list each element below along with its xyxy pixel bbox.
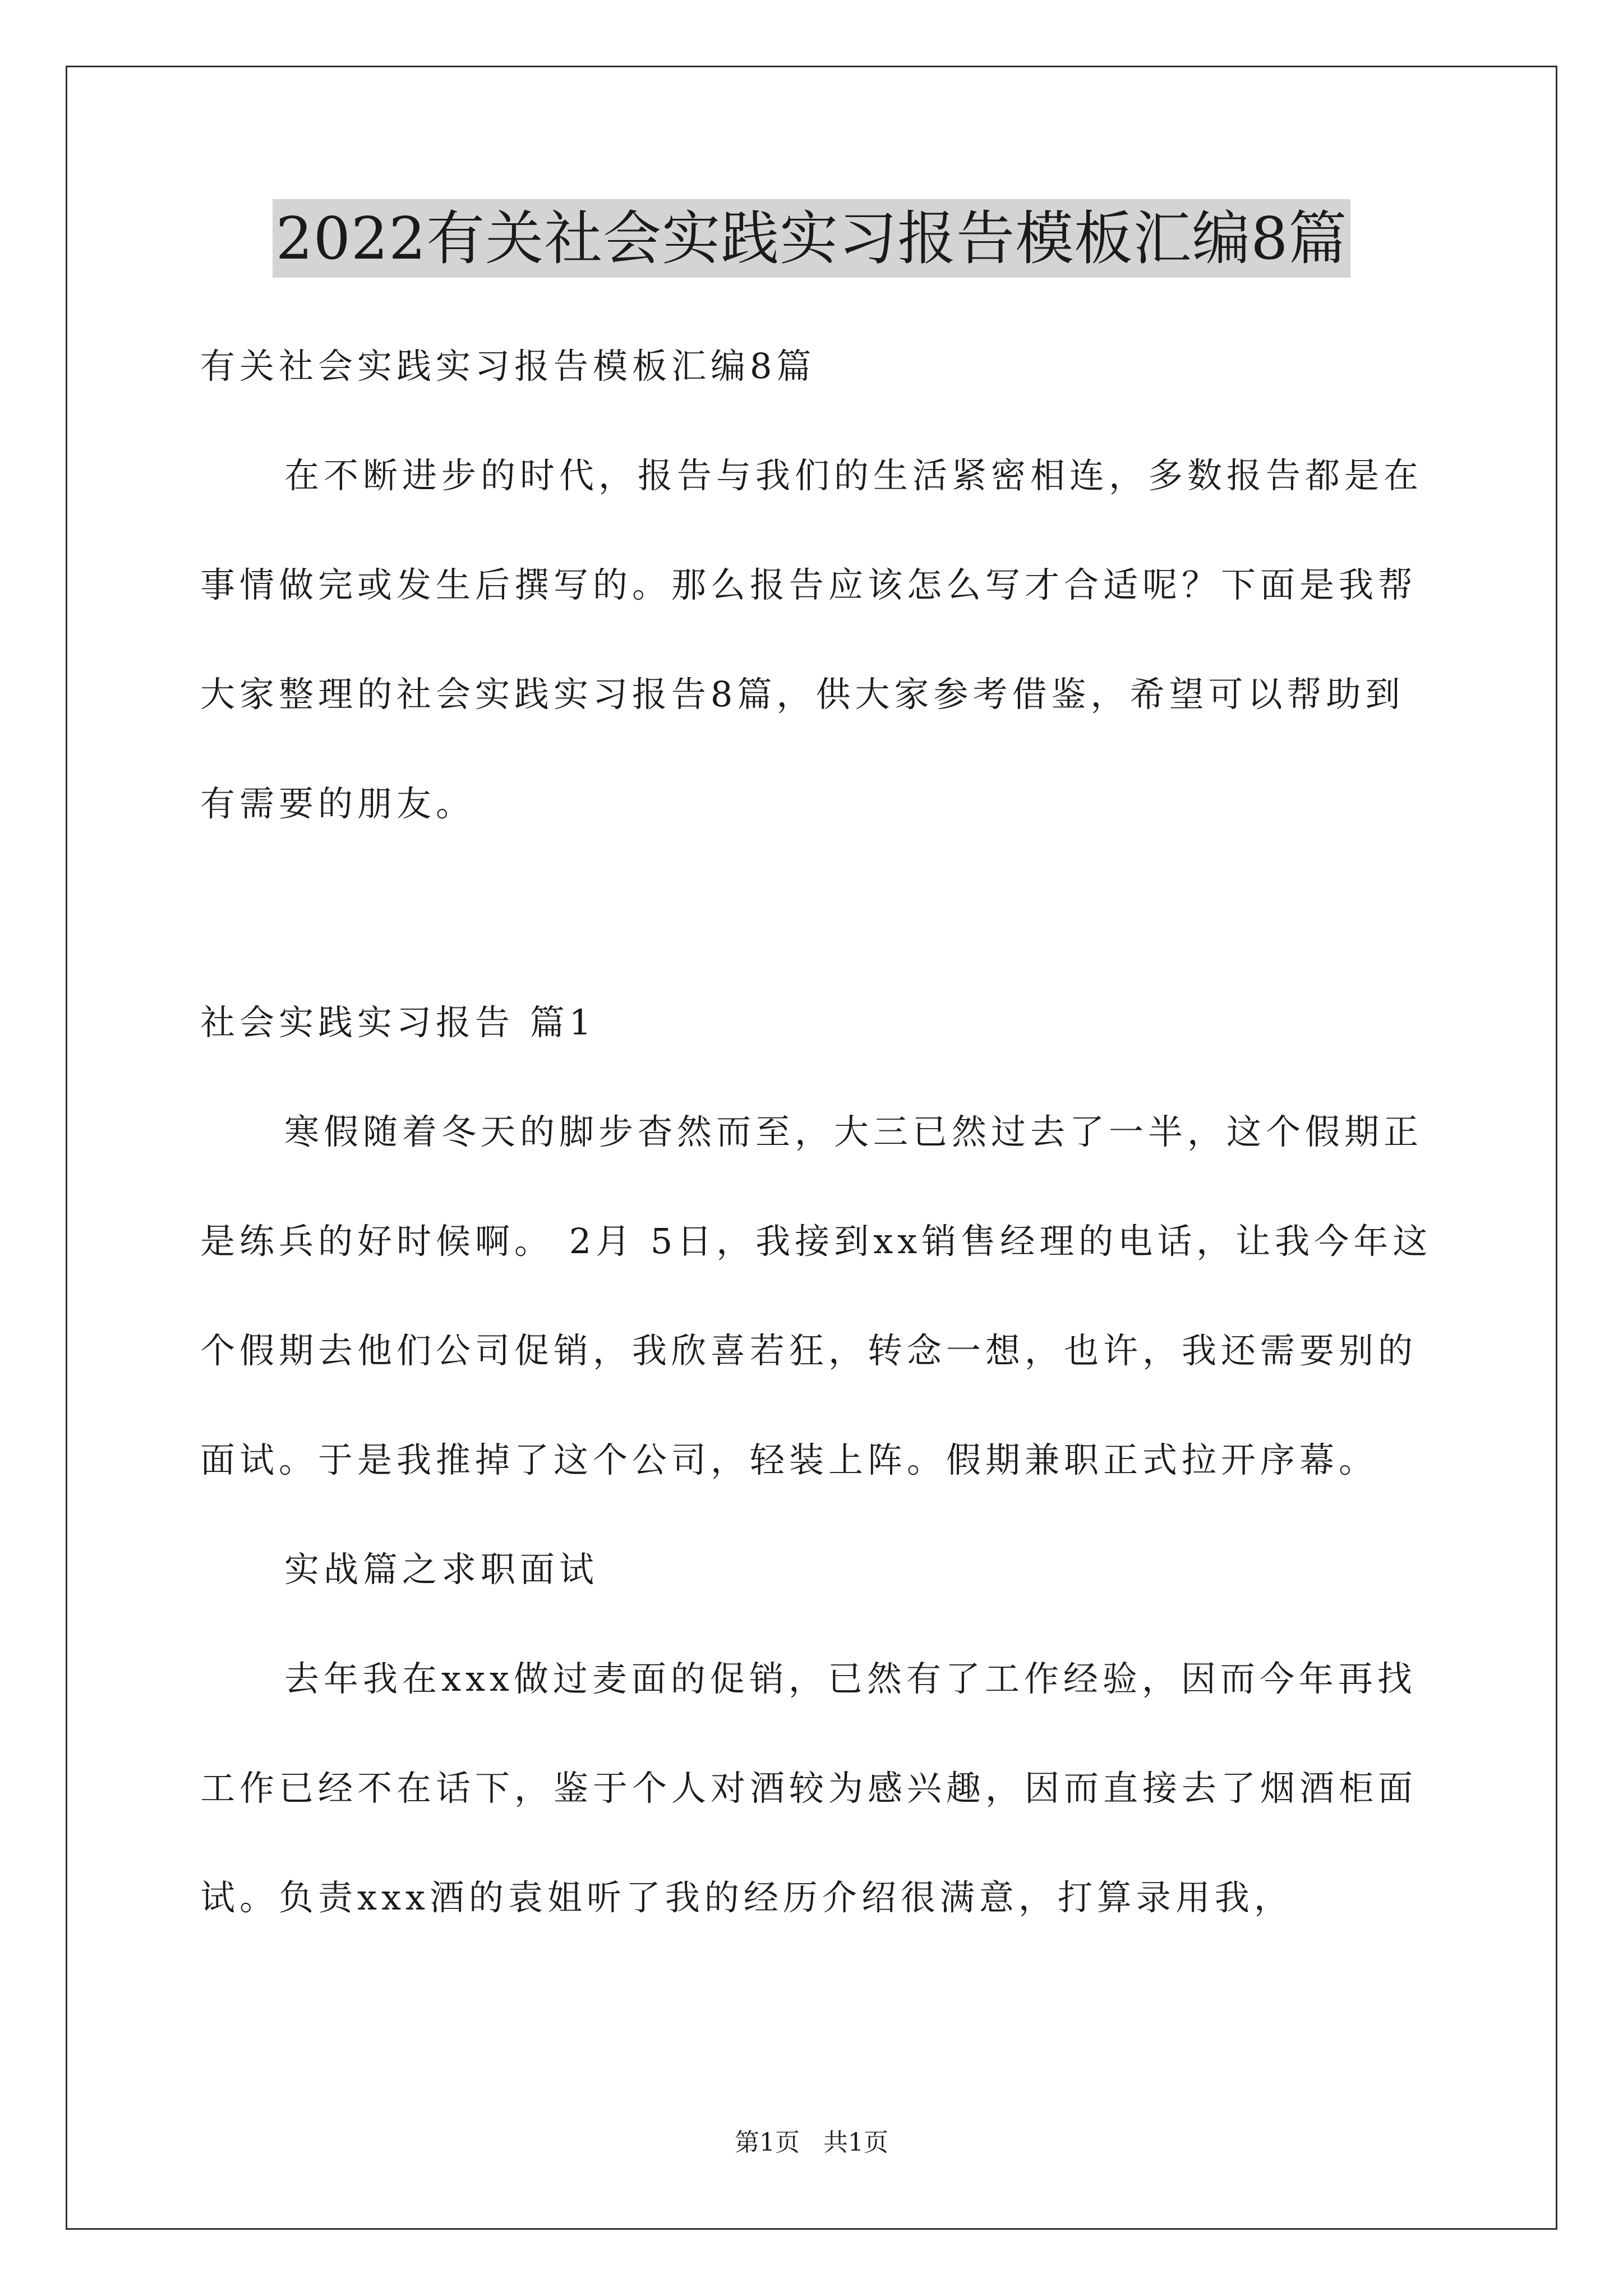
page-footer — [0, 2126, 1623, 2160]
intro-paragraph: 在不断进步的时代，报告与我们的生活紧密相连，多数报告都是在事情做完或发生后撰写的。那么报告应该怎么写才合适呢？下面是我帮大家整理的社会实践实习报告8篇，供大家参考借鉴，希望可以帮助到有需要的朋友。 — [200, 455, 1423, 824]
title-block — [0, 199, 1623, 278]
document-body — [200, 311, 1434, 1952]
page-total: 共1页 — [823, 2128, 888, 2157]
body-paragraph: 去年我在xxx做过麦面的促销，已然有了工作经验，因而今年再找工作已经不在话下，鉴于个人对酒较为感兴趣，因而直接去了烟酒柜面试。负责xxx酒的袁姐听了我的经历介绍很满意，打算录用我， — [200, 1658, 1418, 1918]
section-spacer — [200, 858, 1434, 968]
document-title: 2022有关社会实践实习报告模板汇编8篇 — [273, 199, 1351, 278]
page-number: 第1页 — [735, 2128, 800, 2157]
document-subtitle: 有关社会实践实习报告模板汇编8篇 — [200, 346, 816, 386]
body-paragraph: 寒假随着冬天的脚步杳然而至，大三已然过去了一半，这个假期正是练兵的好时候啊。 2月 5日，我接到xx销售经理的电话，让我今年这个假期去他们公司促销，我欣喜若狂，转念一想，也许，我还需要别的面试。于是我推掉了这个公司，轻装上阵。假期兼职正式拉开序幕。 — [200, 1111, 1432, 1480]
sub-heading: 实战篇之求职面试 — [284, 1549, 599, 1590]
section-heading: 社会实践实习报告 篇1 — [200, 1002, 596, 1043]
